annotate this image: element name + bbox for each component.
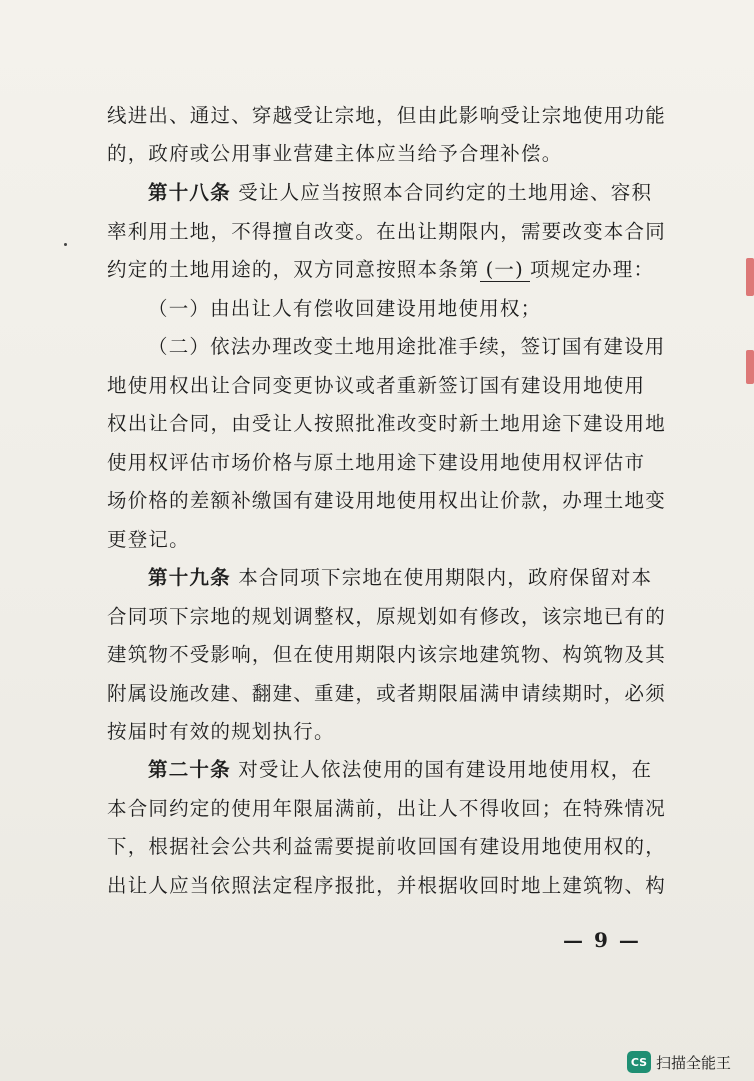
text-line: 线进出、通过、穿越受让宗地，但由此影响受让宗地使用功能 [107,104,666,127]
text-line: 建筑物不受影响，但在使用期限内该宗地建筑物、构筑物及其 [107,643,666,666]
watermark-label: 扫描全能王 [656,1053,732,1072]
text-line: 地使用权出让合同变更协议或者重新签订国有建设用地使用 [107,374,646,397]
article-19-line: 第十九条 本合同项下宗地在使用期限内，政府保留对本 [148,566,653,589]
text-line: 权出让合同，由受让人按照批准改变时新土地用途下建设用地 [107,412,666,435]
text-line: 场价格的差额补缴国有建设用地使用权出让价款，办理土地变 [107,489,666,512]
margin-stamp-mark [746,258,754,296]
text-line: 下，根据社会公共利益需要提前收回国有建设用地使用权的， [107,835,666,858]
text-line: 合同项下宗地的规划调整权，原规划如有修改，该宗地已有的 [107,605,666,628]
article-18-line: 第十八条 受让人应当按照本合同约定的土地用途、容积 [148,181,653,204]
scanner-watermark [627,1051,731,1073]
article-heading: 第十九条 [148,566,231,589]
article-heading: 第十八条 [148,181,231,204]
margin-stamp-mark [746,350,754,384]
text-line: 的，政府或公用事业营建主体应当给予合理补偿。 [107,142,563,165]
page-number: — 9 — [563,928,641,952]
text-line: 本合同约定的使用年限届满前，出让人不得收回；在特殊情况 [107,797,666,820]
text-line: 附属设施改建、翻建、重建，或者期限届满申请续期时，必须 [107,682,666,705]
article-20-line: 第二十条 对受让人依法使用的国有建设用地使用权，在 [148,758,653,781]
text-line: 使用权评估市场价格与原土地用途下建设用地使用权评估市 [107,451,646,474]
text-line: 出让人应当依照法定程序报批，并根据收回时地上建筑物、构 [107,874,666,897]
scan-speck [64,243,67,246]
filled-blank: (一) [480,259,530,282]
text-line: （一）由出让人有偿收回建设用地使用权； [148,297,542,320]
text-line: 更登记。 [107,528,190,551]
text-line: 约定的土地用途的，双方同意按照本条第 (一) 项规定办理： [107,258,655,281]
text-line: 按届时有效的规划执行。 [107,720,335,743]
camscanner-logo-icon: CS [627,1051,651,1073]
article-heading: 第二十条 [148,758,231,781]
text-line: 率利用土地，不得擅自改变。在出让期限内，需要改变本合同 [107,220,666,243]
text-line: （二）依法办理改变土地用途批准手续，签订国有建设用 [148,335,666,358]
